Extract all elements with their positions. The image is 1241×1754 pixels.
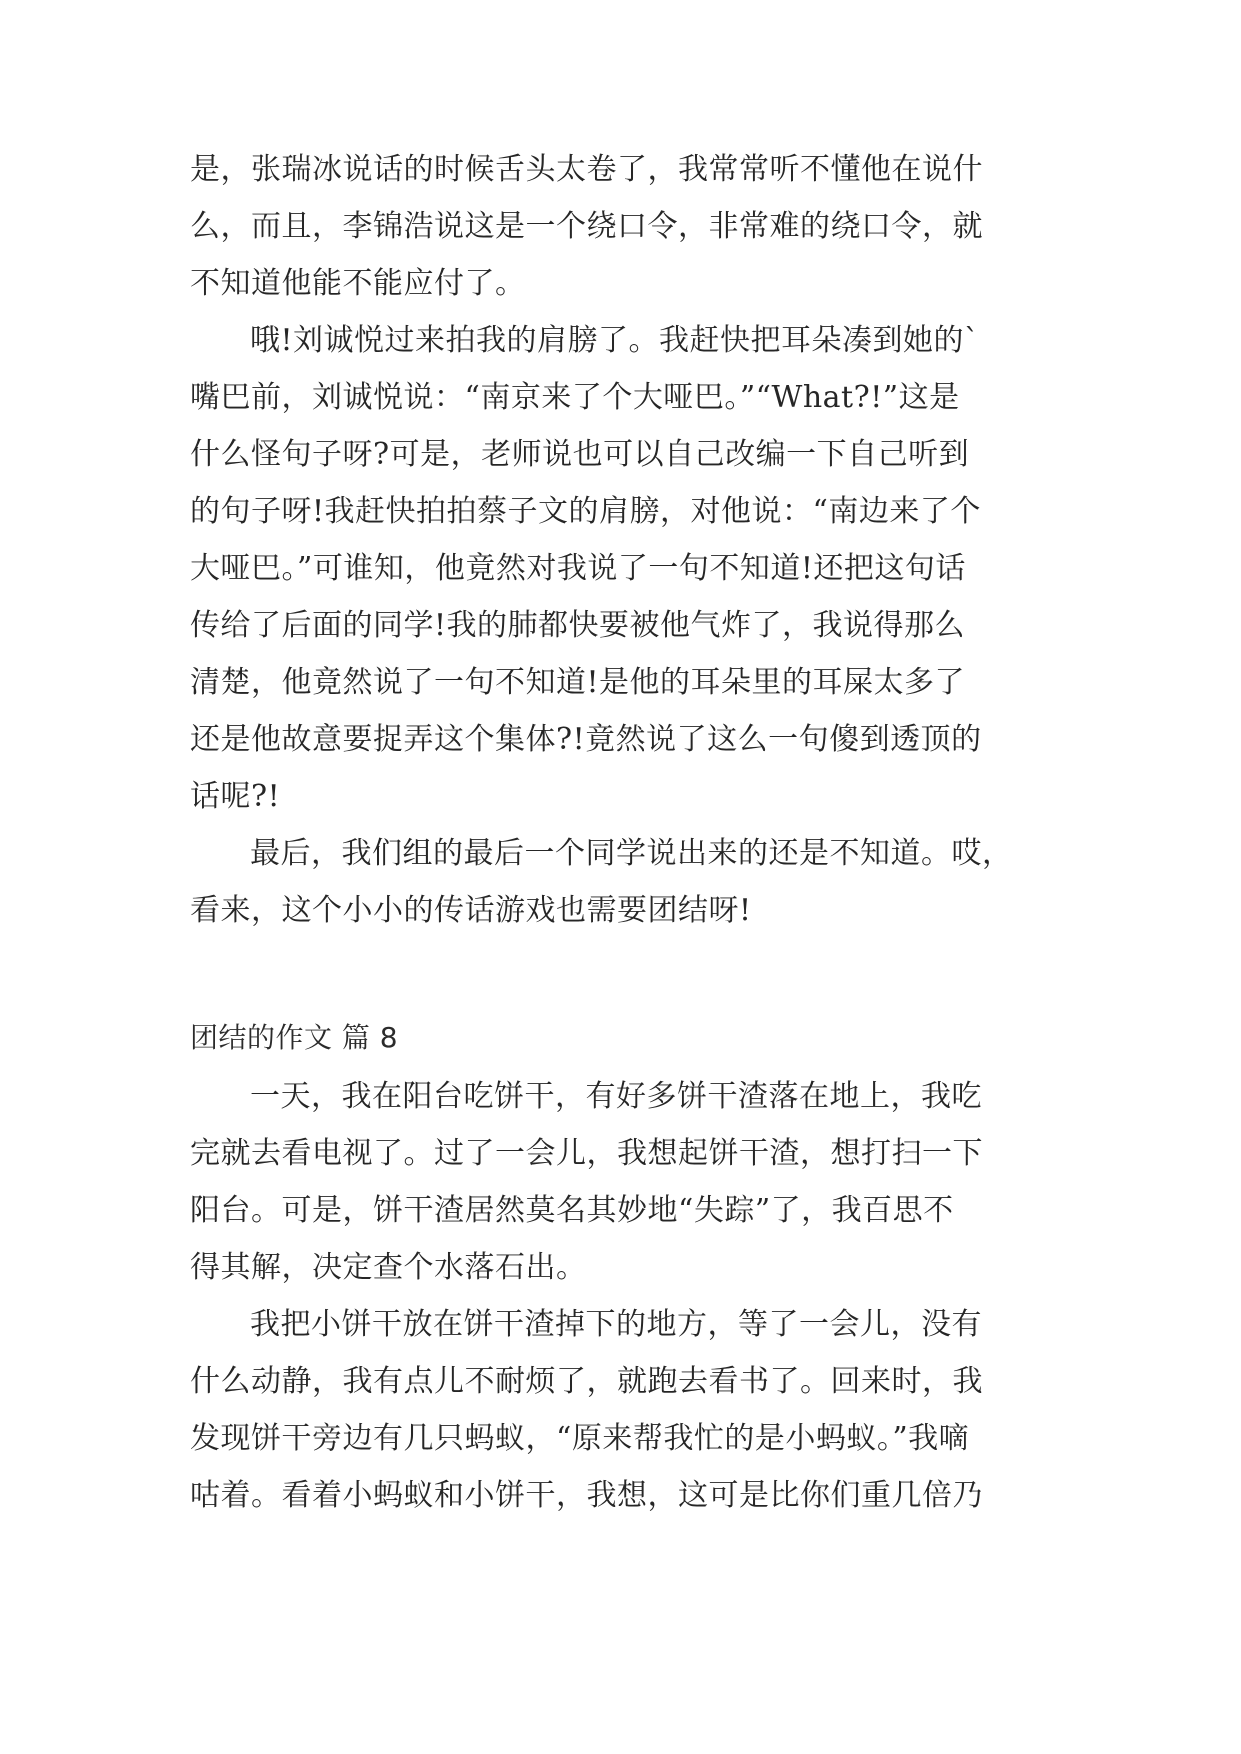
text-line: 不知道他能不能应付了。 — [190, 266, 526, 301]
text-line: 咕着。看着小蚂蚁和小饼干，我想，这可是比你们重几倍乃 — [190, 1478, 983, 1513]
text-line: 还是他故意要捉弄这个集体?!竟然说了这么一句傻到透顶的 — [190, 722, 982, 757]
text-line: 清楚，他竟然说了一句不知道!是他的耳朵里的耳屎太多了 — [190, 665, 966, 700]
text-line: 的句子呀!我赶快拍拍蔡子文的肩膀，对他说：“南边来了个 — [190, 494, 981, 529]
text-line: 看来，这个小小的传话游戏也需要团结呀! — [190, 893, 752, 928]
text-line: 么，而且，李锦浩说这是一个绕口令，非常难的绕口令，就 — [190, 209, 983, 244]
text-line: 我把小饼干放在饼干渣掉下的地方，等了一会儿，没有 — [250, 1307, 982, 1342]
text-line: 得其解，决定查个水落石出。 — [190, 1250, 587, 1285]
text-line: 话呢?! — [190, 779, 281, 814]
text-line: 完就去看电视了。过了一会儿，我想起饼干渣，想打扫一下 — [190, 1136, 983, 1171]
text-line: 嘴巴前，刘诚悦说：“南京来了个大哑巴。”“What?!”这是 — [190, 380, 960, 415]
text-line: 什么动静，我有点儿不耐烦了，就跑去看书了。回来时，我 — [190, 1364, 983, 1399]
text-line: 一天，我在阳台吃饼干，有好多饼干渣落在地上，我吃 — [250, 1079, 982, 1114]
text-line: 阳台。可是，饼干渣居然莫名其妙地“失踪”了，我百思不 — [190, 1193, 954, 1228]
text-line: 最后，我们组的最后一个同学说出来的还是不知道。哎， — [250, 836, 1013, 871]
text-line: 大哑巴。”可谁知，他竟然对我说了一句不知道!还把这句话 — [190, 551, 966, 586]
text-line: 传给了后面的同学!我的肺都快要被他气炸了，我说得那么 — [190, 608, 966, 643]
text-line: 哦!刘诚悦过来拍我的肩膀了。我赶快把耳朵凑到她的` — [250, 323, 980, 358]
section-heading: 团结的作文 篇 8 — [190, 1021, 399, 1054]
text-line: 是，张瑞冰说话的时候舌头太卷了，我常常听不懂他在说什 — [190, 152, 983, 187]
text-line: 什么怪句子呀?可是，老师说也可以自己改编一下自己听到 — [190, 437, 970, 472]
text-line: 发现饼干旁边有几只蚂蚁，“原来帮我忙的是小蚂蚁。”我嘀 — [190, 1421, 970, 1456]
